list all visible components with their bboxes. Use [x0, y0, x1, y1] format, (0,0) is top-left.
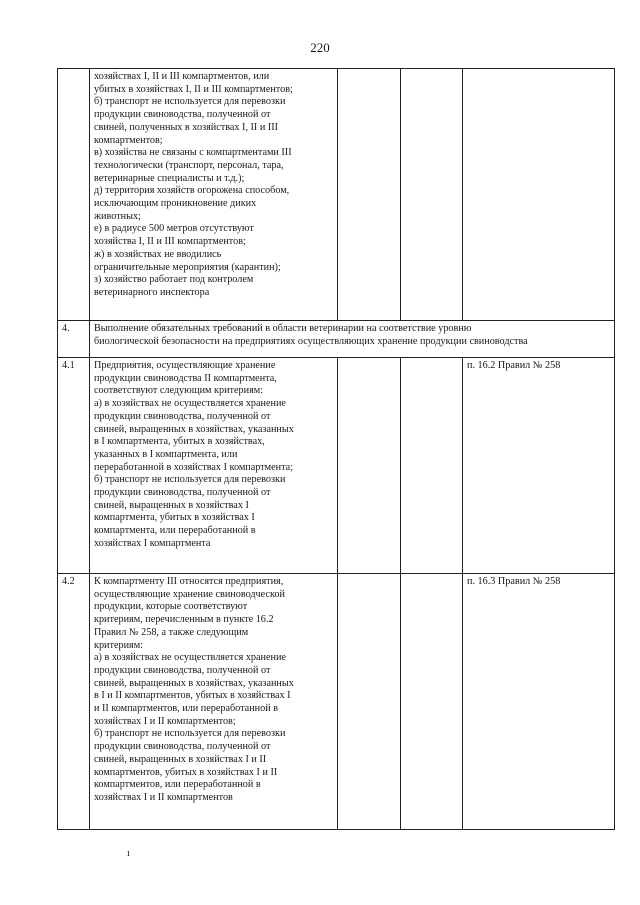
text-line: компартментов;	[94, 134, 163, 146]
footer-mark: ı	[127, 848, 130, 859]
table-row	[58, 69, 615, 321]
text-line: хозяйствах I и II компартментов;	[94, 715, 236, 727]
text-line: свиней, выращенных в хозяйствах, указанных	[94, 423, 294, 435]
empty-cell	[401, 69, 463, 321]
text-line: осуществляющие хранение свиноводческой	[94, 588, 285, 600]
text-line: свиней, выращенных в хозяйствах, указанных	[94, 677, 294, 689]
table-row	[58, 358, 615, 574]
empty-cell	[401, 358, 463, 574]
text-line: д) территория хозяйств огорожена способом,	[94, 185, 290, 197]
row-reference	[463, 69, 615, 321]
text-line: продукции свиноводства, полученной от	[94, 664, 271, 676]
row-description	[90, 574, 338, 830]
text-line: продукции свиноводства, полученной от	[94, 487, 271, 499]
text-line: б) транспорт не используется для перевозки	[94, 728, 286, 740]
text-line: ж) в хозяйствах не вводились	[94, 248, 222, 260]
text-line: хозяйства I, II и III компартментов;	[94, 236, 246, 248]
text-line: а) в хозяйствах не осуществляется хранение	[94, 652, 286, 664]
text-line: и II компартментов, или переработанной в	[94, 703, 279, 715]
text-line: ветеринарного инспектора	[94, 286, 210, 298]
reference-text: п. 16.3 Правил № 258	[467, 576, 561, 587]
section-heading	[90, 321, 615, 358]
text-line: компартмента, убитых в хозяйствах I	[94, 512, 255, 524]
empty-cell	[338, 69, 401, 321]
text-line: компартментов, убитых в хозяйствах I и II	[94, 766, 278, 778]
text-line: продукции свиноводства II компартмента,	[94, 372, 277, 384]
empty-cell	[338, 574, 401, 830]
row-number	[58, 69, 90, 321]
text-line: а) в хозяйствах не осуществляется хранение	[94, 398, 286, 410]
text-line: б) транспорт не используется для перевозки	[94, 474, 286, 486]
text-line: К компартменту III относятся предприятия,	[94, 576, 284, 587]
text-line: продукции свиноводства, полученной от	[94, 741, 271, 753]
text-line: животных;	[94, 210, 141, 222]
table-row	[58, 574, 615, 830]
row-number: 4.1	[58, 358, 90, 574]
row-reference	[463, 574, 615, 830]
text-line: е) в радиусе 500 метров отсутствуют	[94, 223, 254, 235]
text-line: убитых в хозяйствах I, II и III компартментов;	[94, 83, 293, 95]
row-description	[90, 69, 338, 321]
row-number: 4.	[58, 321, 90, 358]
text-line: соответствуют следующим критериям:	[94, 385, 264, 397]
text-line: свиней, полученных в хозяйствах I, II и III	[94, 121, 279, 133]
row-reference	[463, 358, 615, 574]
text-line: критериям, перечисленным в пункте 16.2	[94, 614, 274, 626]
text-line: в) хозяйства не связаны с компартментами III	[94, 147, 292, 159]
text-line: указанных в I компартмента, или	[94, 448, 238, 460]
empty-cell	[401, 574, 463, 830]
table-row	[58, 321, 615, 358]
row-number: 4.2	[58, 574, 90, 830]
text-line: технологически (транспорт, персонал, тара,	[94, 159, 284, 171]
reference-text: п. 16.2 Правил № 258	[467, 360, 561, 371]
text-line: ограничительные мероприятия (карантин);	[94, 261, 281, 273]
text-line: компартментов, или переработанной в	[94, 779, 261, 791]
text-line: продукции свиноводства, полученной от	[94, 109, 271, 121]
text-line: б) транспорт не используется для перевозки	[94, 96, 286, 108]
requirements-table	[57, 68, 615, 830]
page-number: 220	[310, 40, 330, 55]
text-line: Выполнение обязательных требований в области ветеринарии на соответствие уровню	[94, 323, 472, 334]
text-line: свиней, выращенных в хозяйствах I и II	[94, 753, 267, 765]
text-line: з) хозяйство работает под контролем	[94, 274, 254, 286]
text-line: компартмента, или переработанной в	[94, 525, 256, 537]
text-line: переработанной в хозяйствах I компартмента;	[94, 461, 294, 473]
text-line: свиней, выращенных в хозяйствах I	[94, 499, 249, 511]
text-line: критериям:	[94, 639, 143, 651]
text-line: хозяйствах I компартмента	[94, 537, 211, 549]
text-line: Предприятия, осуществляющие хранение	[94, 360, 276, 371]
text-line: ветеринарные специалисты и т.д.);	[94, 172, 245, 184]
text-line: Правил № 258, а также следующим	[94, 626, 249, 638]
text-line: в I компартмента, убитых в хозяйствах,	[94, 436, 265, 448]
text-line: исключающим проникновение диких	[94, 198, 257, 210]
text-line: продукции свиноводства, полученной от	[94, 410, 271, 422]
empty-cell	[338, 358, 401, 574]
text-line: в I и II компартментов, убитых в хозяйствах I	[94, 690, 291, 702]
text-line: продукции, которые соответствуют	[94, 601, 248, 613]
text-line: биологической безопасности на предприятиях осуществляющих хранение продукции свиноводства	[94, 335, 528, 347]
text-line: хозяйствах I, II и III компартментов, или	[94, 71, 270, 82]
row-description	[90, 358, 338, 574]
text-line: хозяйствах I и II компартментов	[94, 791, 233, 803]
